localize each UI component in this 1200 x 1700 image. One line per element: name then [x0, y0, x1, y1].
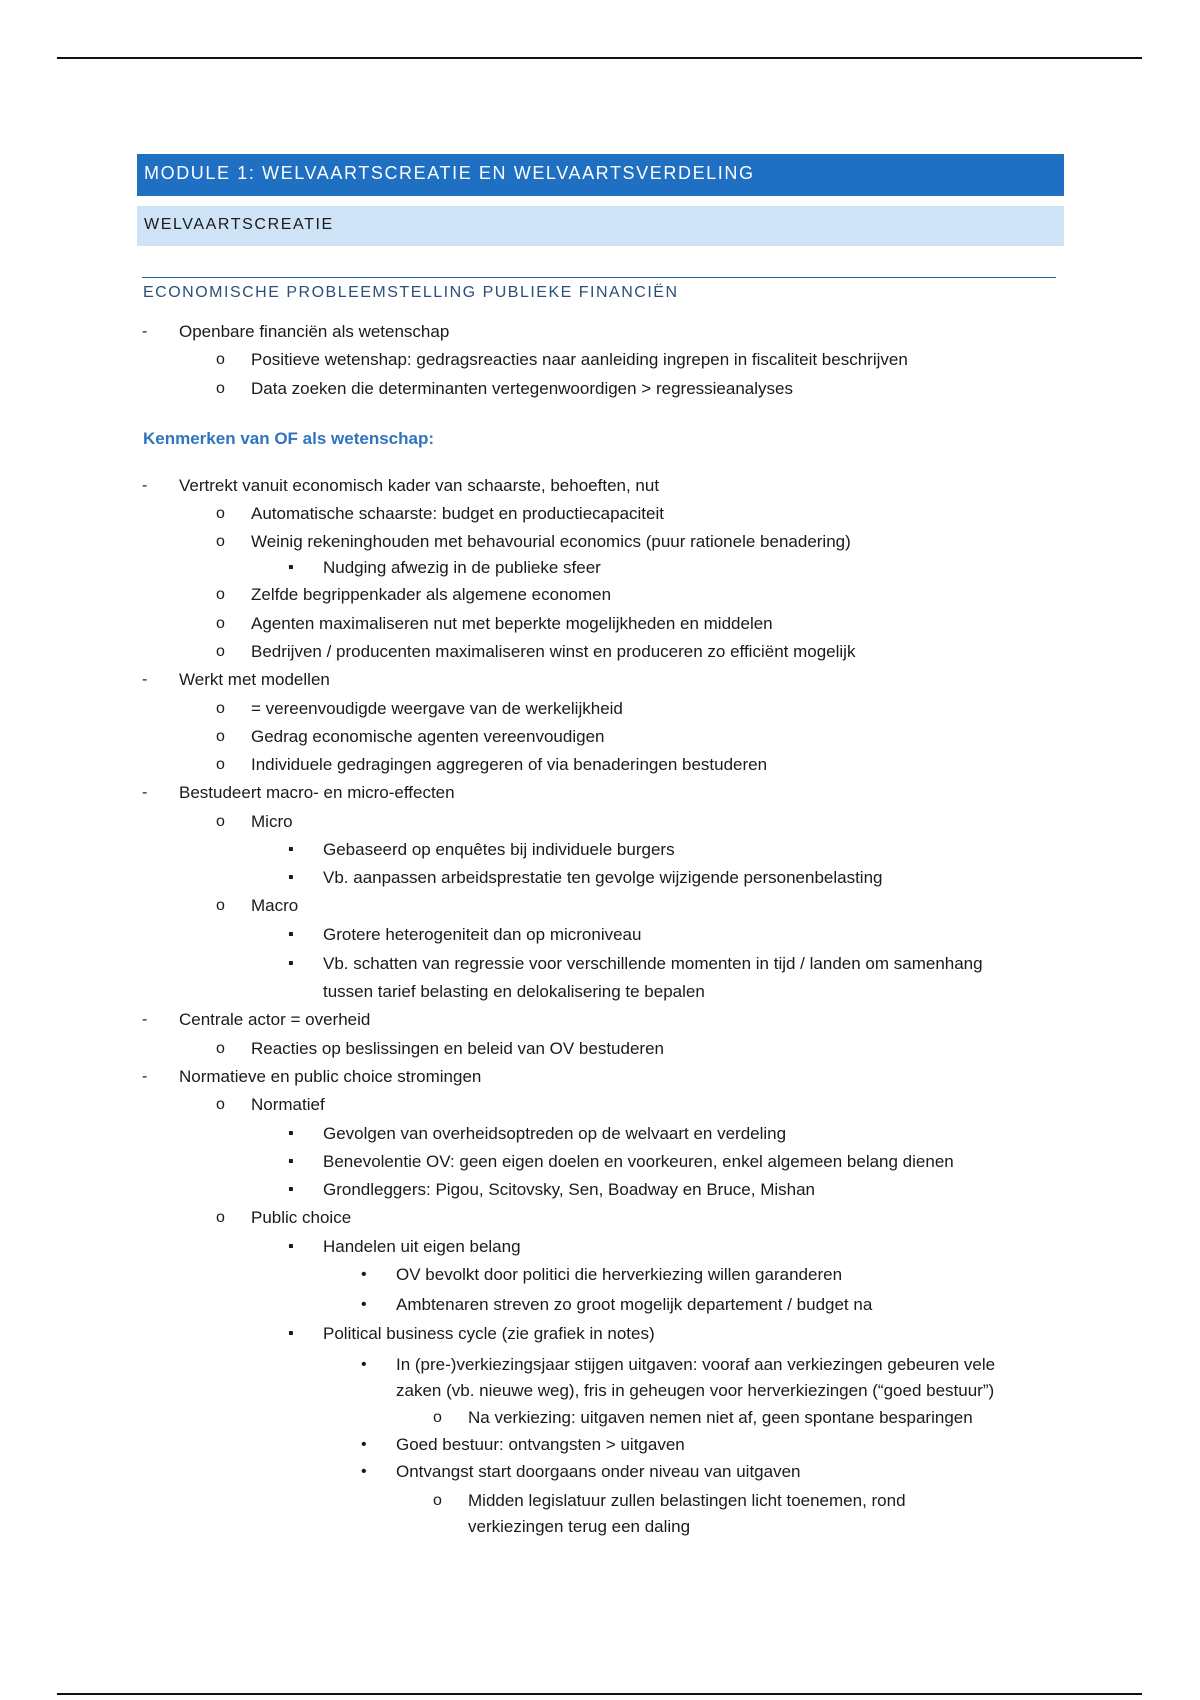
circle-bullet: o	[216, 586, 225, 603]
circle-bullet: o	[216, 351, 225, 368]
dot-bullet: •	[361, 1356, 367, 1373]
square-bullet: ▪	[288, 841, 294, 858]
list-item: Automatische schaarste: budget en productiecapaciteit	[251, 504, 664, 523]
list-item: Bestudeert macro- en micro-effecten	[179, 783, 455, 802]
circle-bullet: o	[216, 813, 225, 830]
circle-bullet: o	[216, 728, 225, 745]
section-heading: WELVAARTSCREATIE	[137, 206, 1064, 246]
circle-bullet: o	[216, 533, 225, 550]
list-item: Zelfde begrippenkader als algemene economen	[251, 585, 612, 604]
square-bullet: ▪	[288, 1125, 294, 1142]
subsection-rule	[142, 277, 1056, 278]
list-item: Micro	[251, 812, 293, 831]
list-item-continuation: zaken (vb. nieuwe weg), fris in geheugen voor herverkiezingen (“goed bestuur”)	[396, 1381, 995, 1400]
circle-bullet: o	[216, 1040, 225, 1057]
list-item: Gedrag economische agenten vereenvoudigen	[251, 727, 605, 746]
circle-bullet: o	[433, 1409, 442, 1426]
list-item: Grondleggers: Pigou, Scitovsky, Sen, Boadway en Bruce, Mishan	[323, 1180, 815, 1199]
dash-bullet: -	[142, 671, 148, 688]
list-item: Data zoeken die determinanten vertegenwoordigen > regressieanalyses	[251, 379, 793, 398]
page-footer-rule	[57, 1693, 1142, 1695]
list-item: Normatief	[251, 1095, 325, 1114]
dot-bullet: •	[361, 1266, 367, 1283]
list-item: Normatieve en public choice stromingen	[179, 1067, 482, 1086]
list-item: Grotere heterogeniteit dan op microniveau	[323, 925, 642, 944]
list-item: Centrale actor = overheid	[179, 1010, 371, 1029]
circle-bullet: o	[216, 505, 225, 522]
square-bullet: ▪	[288, 1238, 294, 1255]
list-item: Nudging afwezig in de publieke sfeer	[323, 558, 601, 577]
kenmerken-heading: Kenmerken van OF als wetenschap:	[143, 429, 434, 448]
list-item: Vertrekt vanuit economisch kader van schaarste, behoeften, nut	[179, 476, 660, 495]
dot-bullet: •	[361, 1296, 367, 1313]
square-bullet: ▪	[288, 869, 294, 886]
list-item: Gebaseerd op enquêtes bij individuele burgers	[323, 840, 675, 859]
circle-bullet: o	[216, 1096, 225, 1113]
list-item: Positieve wetenshap: gedragsreacties naar aanleiding ingrepen in fiscaliteit beschrijven	[251, 350, 908, 369]
module-heading: MODULE 1: WELVAARTSCREATIE EN WELVAARTSVERDELING	[137, 154, 1064, 196]
list-item: Ambtenaren streven zo groot mogelijk departement / budget na	[396, 1295, 873, 1314]
square-bullet: ▪	[288, 1153, 294, 1170]
list-item: Benevolentie OV: geen eigen doelen en voorkeuren, enkel algemeen belang dienen	[323, 1152, 954, 1171]
list-item: = vereenvoudigde weergave van de werkelijkheid	[251, 699, 623, 718]
list-item: Gevolgen van overheidsoptreden op de welvaart en verdeling	[323, 1124, 787, 1143]
circle-bullet: o	[216, 615, 225, 632]
square-bullet: ▪	[288, 1181, 294, 1198]
list-item: Individuele gedragingen aggregeren of via benaderingen bestuderen	[251, 755, 768, 774]
dot-bullet: •	[361, 1463, 367, 1480]
square-bullet: ▪	[288, 926, 294, 943]
list-item: Ontvangst start doorgaans onder niveau van uitgaven	[396, 1462, 801, 1481]
list-item: Public choice	[251, 1208, 352, 1227]
list-item: Handelen uit eigen belang	[323, 1237, 521, 1256]
dot-bullet: •	[361, 1436, 367, 1453]
square-bullet: ▪	[288, 559, 294, 576]
subsection-heading: ECONOMISCHE PROBLEEMSTELLING PUBLIEKE FINANCIËN	[143, 284, 679, 301]
circle-bullet: o	[216, 756, 225, 773]
list-item: Vb. aanpassen arbeidsprestatie ten gevolge wijzigende personenbelasting	[323, 868, 883, 887]
list-item: Macro	[251, 896, 299, 915]
list-item: Bedrijven / producenten maximaliseren winst en produceren zo efficiënt mogelijk	[251, 642, 856, 661]
list-item-continuation: tussen tarief belasting en delokalisering te bepalen	[323, 982, 705, 1001]
list-item: Midden legislatuur zullen belastingen licht toenemen, rond	[468, 1491, 906, 1510]
list-item: In (pre-)verkiezingsjaar stijgen uitgaven: vooraf aan verkiezingen gebeuren vele	[396, 1355, 996, 1374]
circle-bullet: o	[216, 643, 225, 660]
circle-bullet: o	[216, 897, 225, 914]
list-item: Agenten maximaliseren nut met beperkte mogelijkheden en middelen	[251, 614, 773, 633]
dash-bullet: -	[142, 477, 148, 494]
page-header-rule	[57, 57, 1142, 59]
circle-bullet: o	[216, 1209, 225, 1226]
list-item: Vb. schatten van regressie voor verschillende momenten in tijd / landen om samenhang	[323, 954, 983, 973]
list-item: Weinig rekeninghouden met behavourial economics (puur rationele benadering)	[251, 532, 851, 551]
dash-bullet: -	[142, 1068, 148, 1085]
list-item: Openbare financiën als wetenschap	[179, 322, 450, 341]
list-item: Werkt met modellen	[179, 670, 330, 689]
square-bullet: ▪	[288, 1325, 294, 1342]
square-bullet: ▪	[288, 955, 294, 972]
list-item-continuation: verkiezingen terug een daling	[468, 1517, 691, 1536]
circle-bullet: o	[216, 700, 225, 717]
dash-bullet: -	[142, 784, 148, 801]
dash-bullet: -	[142, 1011, 148, 1028]
list-item: OV bevolkt door politici die herverkiezing willen garanderen	[396, 1265, 843, 1284]
list-item: Political business cycle (zie grafiek in notes)	[323, 1324, 655, 1343]
list-item: Na verkiezing: uitgaven nemen niet af, geen spontane besparingen	[468, 1408, 973, 1427]
dash-bullet: -	[142, 323, 148, 340]
list-item: Goed bestuur: ontvangsten > uitgaven	[396, 1435, 685, 1454]
circle-bullet: o	[433, 1492, 442, 1509]
circle-bullet: o	[216, 380, 225, 397]
list-item: Reacties op beslissingen en beleid van OV bestuderen	[251, 1039, 664, 1058]
